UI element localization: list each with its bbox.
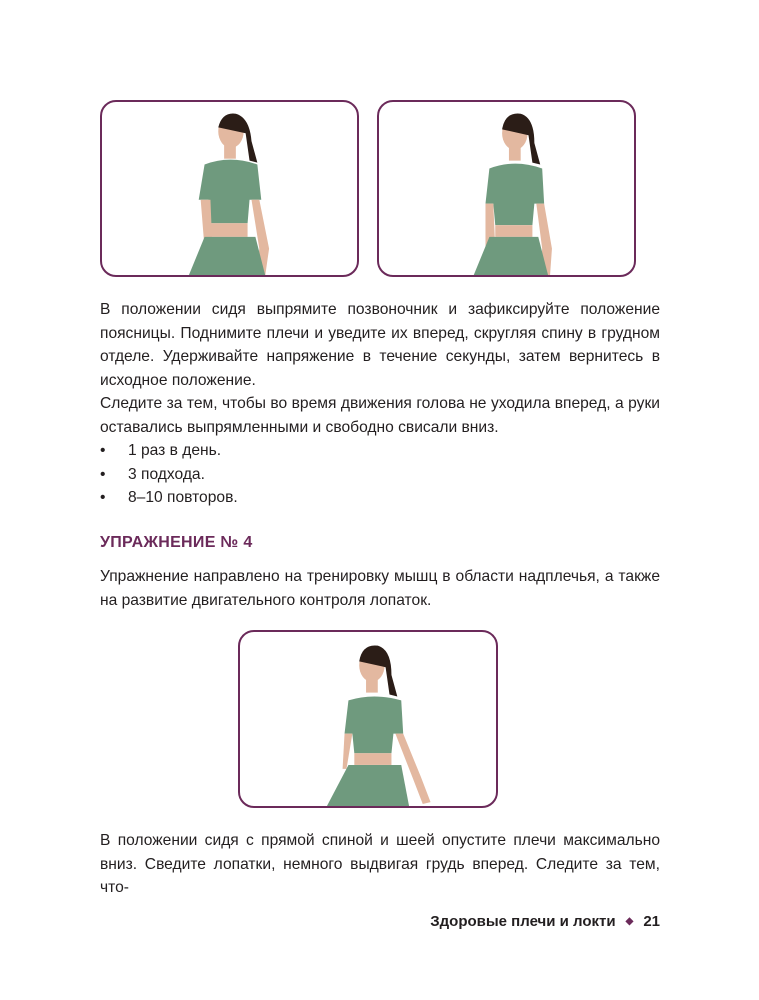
diamond-icon: ◆ (625, 916, 634, 927)
paragraph-intro: Упражнение направлено на тренировку мышц в области надплечья, а также на развитие двигательного контроля лопаток. (100, 568, 660, 609)
page-footer (430, 913, 660, 930)
woman-seated-figure-2 (379, 102, 634, 275)
exercise-photo-1 (100, 100, 359, 277)
exercise-3-description (100, 298, 660, 510)
page-number: 21 (643, 913, 660, 930)
exercise-4-intro (100, 565, 660, 612)
exercise-photo-3 (238, 630, 498, 808)
footer-title: Здоровые плечи и локти (430, 913, 616, 930)
bullet-item: • 8–10 повторов. (100, 486, 660, 510)
paragraph-note: Следите за тем, чтобы во время движения голова не уходила вперед, а руки оставались выпрямленными и свободно свисали вниз. (100, 395, 660, 436)
woman-seated-figure-3 (240, 632, 496, 806)
exercise-4-description (100, 829, 660, 900)
bullet-item: • 1 раз в день. (100, 439, 660, 463)
exercise-photo-2 (377, 100, 636, 277)
bullet-item: • 3 подхода. (100, 463, 660, 487)
paragraph-instructions: В положении сидя выпрямите позвоночник и зафиксируйте положение поясницы. Поднимите плечи и уведите их вперед, скругляя спину в грудном отделе. Удерживайте напряжение в течение секунды, затем вернитесь в исходное положение. (100, 301, 660, 389)
paragraph-instructions-2: В положении сидя с прямой спиной и шеей опустите плечи максимально вниз. Сведите лопатки, немного выдвигая грудь вперед. Следите за тем, что- (100, 832, 660, 896)
bullet-list (100, 439, 660, 510)
exercise-heading: УПРАЖНЕНИЕ № 4 (100, 534, 253, 551)
woman-seated-figure-1 (102, 102, 357, 275)
